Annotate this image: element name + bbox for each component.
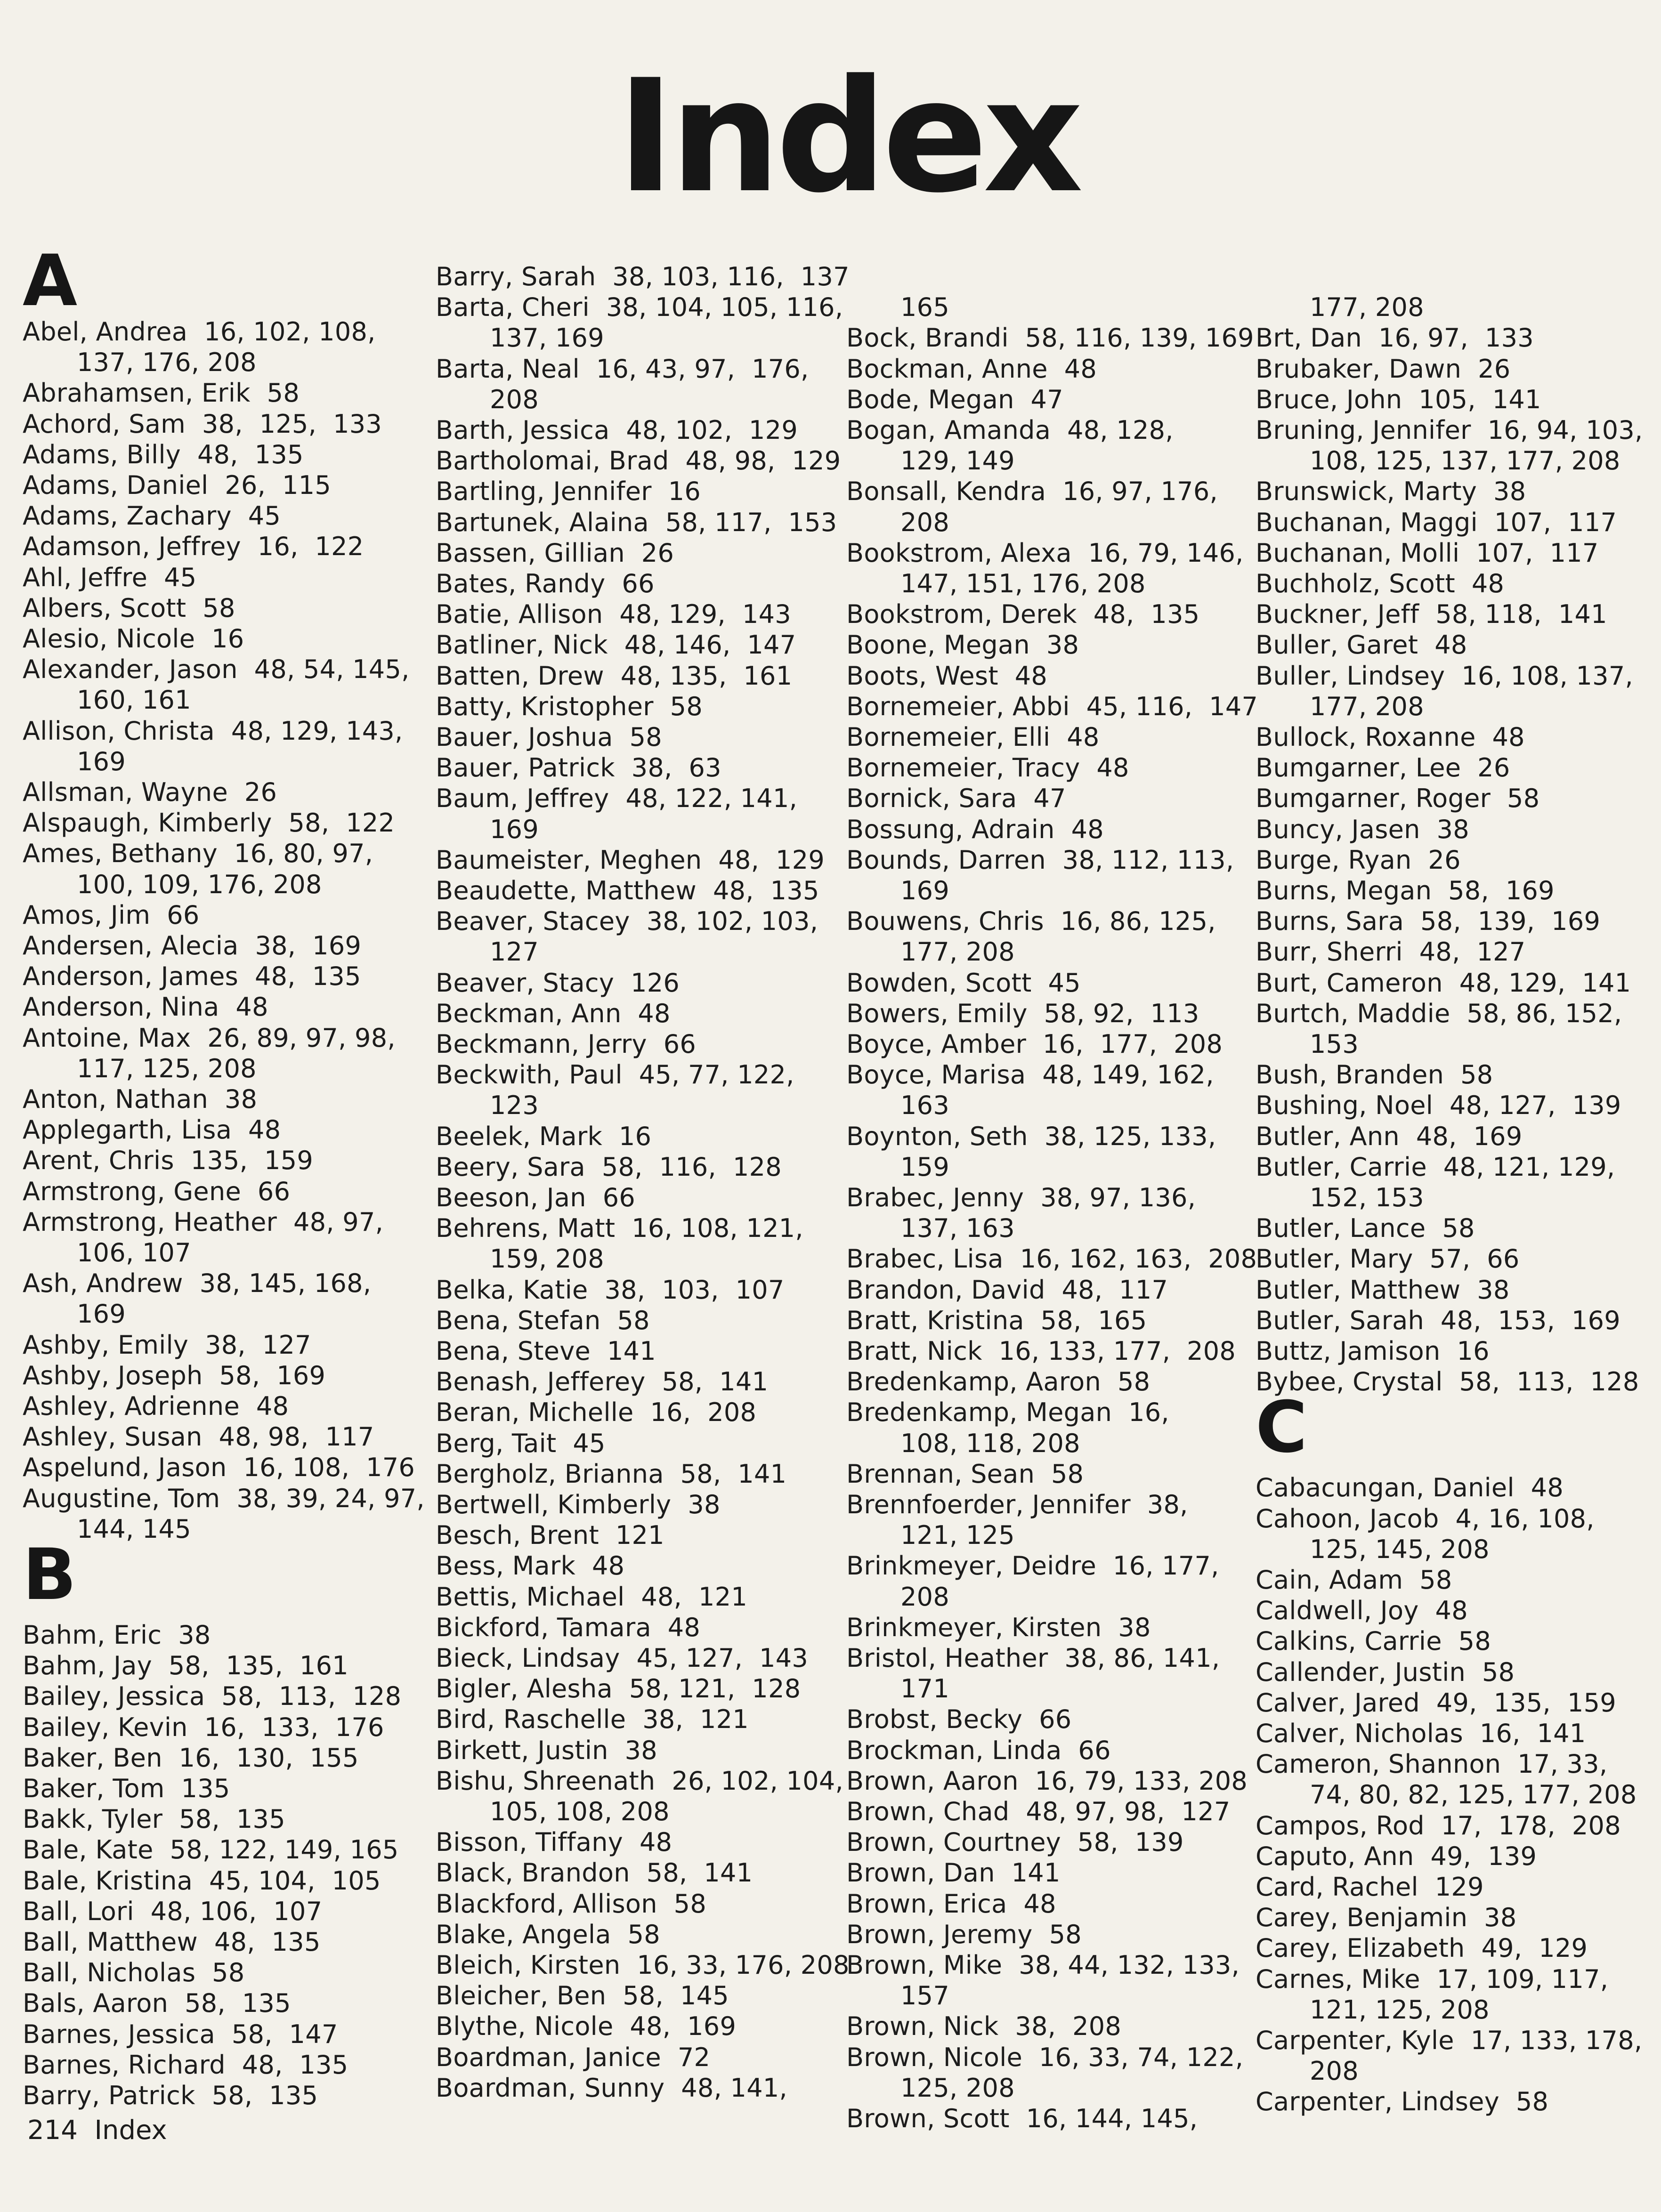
index-entry: Ames, Bethany 16, 80, 97,: [23, 839, 373, 869]
index-entry: Beelek, Mark 16: [436, 1121, 652, 1151]
index-entry: Butler, Carrie 48, 121, 129,: [1256, 1152, 1615, 1182]
index-entry: Ashley, Adrienne 48: [23, 1391, 289, 1421]
index-entry: Armstrong, Gene 66: [23, 1176, 291, 1206]
index-entry: Buncy, Jasen 38: [1256, 814, 1469, 844]
index-entry: Barnes, Jessica 58, 147: [23, 2019, 338, 2049]
index-entry: Beckwith, Paul 45, 77, 122,: [436, 1060, 794, 1090]
index-entry: Ball, Lori 48, 106, 107: [23, 1896, 323, 1926]
index-entry-continuation: 169: [490, 814, 539, 844]
index-entry: Bristol, Heather 38, 86, 141,: [846, 1643, 1220, 1673]
page-footer: [27, 2114, 167, 2147]
index-entry-continuation: 171: [900, 1674, 949, 1704]
index-entry: Buller, Lindsey 16, 108, 137,: [1256, 661, 1633, 691]
index-entry: Beeson, Jan 66: [436, 1183, 636, 1212]
index-entry-continuation: 117, 125, 208: [77, 1053, 257, 1083]
index-entry: Bauer, Joshua 58: [436, 722, 662, 752]
index-entry: Boyce, Amber 16, 177, 208: [846, 1029, 1223, 1059]
index-entry: Bumgarner, Roger 58: [1256, 783, 1540, 814]
index-entry-continuation: 169: [900, 876, 949, 905]
index-entry: Brown, Chad 48, 97, 98, 127: [846, 1797, 1231, 1826]
footer-label: Index: [94, 2115, 167, 2146]
index-entry-continuation: 137, 163: [900, 1213, 1015, 1243]
index-entry: Beckmann, Jerry 66: [436, 1029, 697, 1059]
index-entry: Bleich, Kirsten 16, 33, 176, 208: [436, 1950, 850, 1980]
index-entry: Caputo, Ann 49, 139: [1256, 1841, 1537, 1871]
index-entry-continuation: 177, 208: [1310, 292, 1424, 323]
index-entry: Calver, Nicholas 16, 141: [1256, 1719, 1586, 1748]
index-entry: Brabec, Lisa 16, 162, 163, 208: [846, 1244, 1257, 1274]
index-entry: Achord, Sam 38, 125, 133: [23, 409, 382, 439]
index-entry: Benash, Jefferey 58, 141: [436, 1367, 769, 1397]
section-letter-a: A: [23, 240, 78, 322]
index-entry: Brown, Dan 141: [846, 1858, 1061, 1888]
index-entry: Cabacungan, Daniel 48: [1256, 1473, 1564, 1503]
index-entry: Brunswick, Marty 38: [1256, 476, 1526, 507]
index-entry: Bess, Mark 48: [436, 1551, 625, 1581]
index-entry: Bals, Aaron 58, 135: [23, 1988, 291, 2018]
index-entry-continuation: 108, 125, 137, 177, 208: [1310, 446, 1620, 476]
index-entry-continuation: 121, 125: [900, 1520, 1015, 1550]
index-entry: Bratt, Nick 16, 133, 177, 208: [846, 1336, 1236, 1366]
index-entry: Bookstrom, Alexa 16, 79, 146,: [846, 538, 1244, 568]
index-entry-continuation: 153: [1310, 1029, 1359, 1059]
index-entry: Brown, Mike 38, 44, 132, 133,: [846, 1950, 1240, 1980]
index-entry-continuation: 125, 145, 208: [1310, 1534, 1490, 1564]
index-entry: Beckman, Ann 48: [436, 998, 671, 1028]
index-entry: Bena, Stefan 58: [436, 1305, 650, 1335]
index-entry-continuation: 147, 151, 176, 208: [900, 569, 1146, 598]
index-entry: Bahm, Jay 58, 135, 161: [23, 1651, 348, 1681]
index-entry: Cain, Adam 58: [1256, 1565, 1452, 1595]
index-entry: Baker, Tom 135: [23, 1774, 230, 1803]
index-entry: Barry, Sarah 38, 103, 116, 137: [436, 262, 850, 291]
index-entry: Buchholz, Scott 48: [1256, 569, 1505, 598]
index-entry-continuation: 177, 208: [1310, 691, 1424, 721]
index-entry: Barnes, Richard 48, 135: [23, 2050, 348, 2080]
index-entry: Ball, Nicholas 58: [23, 1958, 245, 1988]
index-entry: Brown, Nick 38, 208: [846, 2011, 1122, 2042]
index-entry: Boots, West 48: [846, 661, 1048, 691]
index-entry: Bisson, Tiffany 48: [436, 1827, 673, 1857]
index-entry: Ashby, Joseph 58, 169: [23, 1360, 326, 1390]
index-entry-continuation: 165: [900, 292, 949, 323]
index-entry: Bartholomai, Brad 48, 98, 129: [436, 446, 841, 476]
index-entry: Bale, Kate 58, 122, 149, 165: [23, 1835, 399, 1865]
page-title: Index: [616, 46, 1079, 227]
index-entry: Adams, Daniel 26, 115: [23, 470, 332, 500]
index-entry: Aspelund, Jason 16, 108, 176: [23, 1453, 415, 1483]
index-entry: Calver, Jared 49, 135, 159: [1256, 1687, 1616, 1718]
index-entry: Burt, Cameron 48, 129, 141: [1256, 968, 1631, 998]
index-entry: Bogan, Amanda 48, 128,: [846, 415, 1174, 445]
index-entry: Bieck, Lindsay 45, 127, 143: [436, 1643, 809, 1673]
index-entry: Besch, Brent 121: [436, 1520, 664, 1550]
index-entry-continuation: 144, 145: [77, 1514, 191, 1544]
index-entry: Boardman, Sunny 48, 141,: [436, 2073, 787, 2103]
index-entry: Bounds, Darren 38, 112, 113,: [846, 845, 1234, 875]
index-entry: Bettis, Michael 48, 121: [436, 1582, 748, 1612]
index-entry: Bornick, Sara 47: [846, 783, 1066, 814]
index-entry: Butler, Mary 57, 66: [1256, 1244, 1520, 1274]
index-entry: Buchanan, Maggi 107, 117: [1256, 507, 1617, 537]
index-entry: Carey, Benjamin 38: [1256, 1903, 1517, 1933]
index-entry: Bushing, Noel 48, 127, 139: [1256, 1090, 1621, 1121]
index-entry: Blythe, Nicole 48, 169: [436, 2011, 737, 2042]
index-entry: Blackford, Allison 58: [436, 1889, 706, 1919]
index-entry: Bailey, Jessica 58, 113, 128: [23, 1681, 402, 1711]
index-entry-continuation: 125, 208: [900, 2073, 1015, 2103]
index-entry: Bickford, Tamara 48: [436, 1612, 701, 1642]
index-entry: Bailey, Kevin 16, 133, 176: [23, 1712, 384, 1742]
index-entry: Berg, Tait 45: [436, 1428, 606, 1458]
index-entry-continuation: 137, 169: [490, 323, 604, 353]
index-entry: Burns, Megan 58, 169: [1256, 876, 1555, 905]
index-entry: Albers, Scott 58: [23, 593, 235, 623]
index-entry: Alspaugh, Kimberly 58, 122: [23, 808, 395, 838]
index-entry: Amos, Jim 66: [23, 900, 200, 930]
index-entry: Armstrong, Heather 48, 97,: [23, 1207, 384, 1237]
index-entry: Bahm, Eric 38: [23, 1620, 211, 1650]
index-entry: Bornemeier, Elli 48: [846, 722, 1100, 752]
index-entry: Beaver, Stacy 126: [436, 968, 680, 998]
index-entry: Butler, Lance 58: [1256, 1213, 1475, 1243]
index-entry: Adamson, Jeffrey 16, 122: [23, 532, 364, 562]
index-entry: Bullock, Roxanne 48: [1256, 722, 1525, 752]
index-entry: Behrens, Matt 16, 108, 121,: [436, 1213, 803, 1243]
index-entry: Brobst, Becky 66: [846, 1704, 1072, 1735]
index-entry: Belka, Katie 38, 103, 107: [436, 1275, 785, 1305]
index-entry-continuation: 129, 149: [900, 446, 1015, 476]
index-entry: Carey, Elizabeth 49, 129: [1256, 1933, 1588, 1963]
index-entry: Carnes, Mike 17, 109, 117,: [1256, 1964, 1609, 1994]
index-entry: Carpenter, Lindsey 58: [1256, 2087, 1549, 2117]
index-entry-continuation: 105, 108, 208: [490, 1797, 670, 1826]
index-entry-continuation: 160, 161: [77, 685, 191, 715]
index-entry: Ahl, Jeffre 45: [23, 562, 197, 592]
index-entry-continuation: 169: [77, 1299, 126, 1329]
index-entry-continuation: 108, 118, 208: [900, 1428, 1080, 1458]
index-entry: Brown, Courtney 58, 139: [846, 1827, 1184, 1857]
index-entry-continuation: 159, 208: [490, 1244, 604, 1274]
index-entry-continuation: 163: [900, 1090, 949, 1121]
page-number: 214: [27, 2115, 78, 2146]
index-entry: Allsman, Wayne 26: [23, 777, 277, 807]
index-entry: Bredenkamp, Aaron 58: [846, 1367, 1151, 1397]
index-entry: Bowden, Scott 45: [846, 968, 1081, 998]
index-entry: Bush, Branden 58: [1256, 1060, 1493, 1090]
index-entry: Antoine, Max 26, 89, 97, 98,: [23, 1023, 396, 1053]
index-entry: Abel, Andrea 16, 102, 108,: [23, 317, 376, 347]
index-entry-continuation: 100, 109, 176, 208: [77, 869, 322, 899]
index-entry: Brennfoerder, Jennifer 38,: [846, 1490, 1188, 1519]
index-entry: Bertwell, Kimberly 38: [436, 1490, 721, 1519]
index-entry: Brabec, Jenny 38, 97, 136,: [846, 1183, 1196, 1212]
index-entry: Bruce, John 105, 141: [1256, 384, 1541, 414]
index-entry-continuation: 208: [900, 507, 949, 537]
index-entry: Buchanan, Molli 107, 117: [1256, 538, 1599, 568]
index-entry: Ash, Andrew 38, 145, 168,: [23, 1268, 372, 1299]
index-entry: Bowers, Emily 58, 92, 113: [846, 998, 1199, 1028]
index-entry: Boardman, Janice 72: [436, 2042, 711, 2072]
index-entry: Ashby, Emily 38, 127: [23, 1330, 311, 1360]
index-entry: Bruning, Jennifer 16, 94, 103,: [1256, 415, 1643, 445]
index-entry: Bale, Kristina 45, 104, 105: [23, 1865, 381, 1896]
index-entry: Barta, Neal 16, 43, 97, 176,: [436, 354, 809, 384]
index-entry: Brown, Nicole 16, 33, 74, 122,: [846, 2042, 1244, 2072]
index-entry: Burge, Ryan 26: [1256, 845, 1461, 875]
index-entry: Bornemeier, Tracy 48: [846, 753, 1129, 783]
index-entry: Bossung, Adrain 48: [846, 814, 1104, 844]
index-entry: Baumeister, Meghen 48, 129: [436, 845, 825, 875]
index-entry: Brown, Scott 16, 144, 145,: [846, 2104, 1198, 2133]
index-entry: Buller, Garet 48: [1256, 630, 1467, 660]
index-entry: Bartling, Jennifer 16: [436, 476, 701, 507]
index-entry: Calkins, Carrie 58: [1256, 1626, 1491, 1656]
index-entry: Buttz, Jamison 16: [1256, 1336, 1490, 1366]
index-entry: Brennan, Sean 58: [846, 1459, 1084, 1489]
index-entry: Brockman, Linda 66: [846, 1735, 1111, 1765]
index-entry: Burr, Sherri 48, 127: [1256, 937, 1526, 967]
index-entry-continuation: 159: [900, 1152, 949, 1182]
index-entry: Barth, Jessica 48, 102, 129: [436, 415, 798, 445]
index-entry: Baum, Jeffrey 48, 122, 141,: [436, 783, 798, 814]
index-entry-continuation: 137, 176, 208: [77, 347, 257, 378]
index-entry-continuation: 121, 125, 208: [1310, 1994, 1490, 2025]
index-entry: Bonsall, Kendra 16, 97, 176,: [846, 476, 1218, 507]
index-entry: Bakk, Tyler 58, 135: [23, 1804, 285, 1834]
index-entry: Brown, Jeremy 58: [846, 1919, 1082, 1949]
index-entry: Batliner, Nick 48, 146, 147: [436, 630, 796, 660]
index-entry: Cahoon, Jacob 4, 16, 108,: [1256, 1503, 1595, 1534]
index-entry: Bumgarner, Lee 26: [1256, 753, 1510, 783]
index-entry: Boynton, Seth 38, 125, 133,: [846, 1121, 1216, 1151]
index-entry: Bredenkamp, Megan 16,: [846, 1397, 1169, 1428]
index-entry: Arent, Chris 135, 159: [23, 1146, 314, 1176]
index-entry: Ashley, Susan 48, 98, 117: [23, 1422, 374, 1452]
index-entry-continuation: 127: [490, 937, 539, 967]
index-entry: Bird, Raschelle 38, 121: [436, 1704, 749, 1735]
index-entry: Andersen, Alecia 38, 169: [23, 931, 362, 961]
index-entry: Allison, Christa 48, 129, 143,: [23, 716, 403, 746]
index-entry: Adams, Zachary 45: [23, 501, 281, 531]
index-entry: Bybee, Crystal 58, 113, 128: [1256, 1367, 1639, 1397]
index-entry: Carpenter, Kyle 17, 133, 178,: [1256, 2026, 1643, 2055]
index-entry: Boone, Megan 38: [846, 630, 1079, 660]
index-entry: Barta, Cheri 38, 104, 105, 116,: [436, 292, 843, 323]
index-entry: Batie, Allison 48, 129, 143: [436, 599, 791, 630]
index-entry-continuation: 208: [900, 1582, 949, 1612]
index-entry-continuation: 106, 107: [77, 1238, 191, 1267]
index-entry: Anderson, James 48, 135: [23, 961, 361, 992]
index-entry: Caldwell, Joy 48: [1256, 1596, 1468, 1626]
index-entry: Campos, Rod 17, 178, 208: [1256, 1810, 1621, 1841]
index-entry-continuation: 123: [490, 1090, 539, 1121]
index-entry: Brinkmeyer, Kirsten 38: [846, 1612, 1151, 1642]
section-letter-c: C: [1256, 1387, 1308, 1469]
index-entry: Brubaker, Dawn 26: [1256, 354, 1511, 384]
index-entry-continuation: 169: [77, 746, 126, 776]
index-entry: Alesio, Nicole 16: [23, 624, 244, 654]
index-entry-continuation: 152, 153: [1310, 1183, 1424, 1212]
index-entry: Augustine, Tom 38, 39, 24, 97,: [23, 1483, 425, 1513]
index-entry-continuation: 208: [490, 384, 539, 414]
index-entry: Bratt, Kristina 58, 165: [846, 1305, 1147, 1335]
index-entry: Baker, Ben 16, 130, 155: [23, 1743, 359, 1773]
index-entry: Callender, Justin 58: [1256, 1657, 1515, 1687]
index-entry-continuation: 208: [1310, 2056, 1359, 2086]
index-entry: Burns, Sara 58, 139, 169: [1256, 906, 1601, 936]
index-entry: Bock, Brandi 58, 116, 139, 169: [846, 323, 1254, 353]
index-entry: Anton, Nathan 38: [23, 1084, 258, 1114]
index-entry: Bleicher, Ben 58, 145: [436, 1981, 729, 2011]
index-entry: Adams, Billy 48, 135: [23, 439, 304, 469]
section-letter-b: B: [23, 1534, 77, 1616]
index-entry-continuation: 177, 208: [900, 937, 1015, 967]
index-entry: Batty, Kristopher 58: [436, 691, 703, 721]
index-entry: Butler, Ann 48, 169: [1256, 1121, 1523, 1151]
index-entry: Black, Brandon 58, 141: [436, 1858, 753, 1888]
index-entry: Beery, Sara 58, 116, 128: [436, 1152, 782, 1182]
index-entry: Applegarth, Lisa 48: [23, 1115, 281, 1145]
index-entry: Beaudette, Matthew 48, 135: [436, 876, 819, 905]
index-entry: Bergholz, Brianna 58, 141: [436, 1459, 787, 1489]
index-entry: Butler, Matthew 38: [1256, 1275, 1510, 1305]
index-entry: Beran, Michelle 16, 208: [436, 1397, 757, 1428]
index-entry: Bookstrom, Derek 48, 135: [846, 599, 1200, 630]
index-entry: Brown, Erica 48: [846, 1889, 1056, 1919]
index-entry: Bouwens, Chris 16, 86, 125,: [846, 906, 1216, 936]
index-entry: Bartunek, Alaina 58, 117, 153: [436, 507, 837, 537]
index-entry: Brown, Aaron 16, 79, 133, 208: [846, 1766, 1248, 1796]
index-entry: Cameron, Shannon 17, 33,: [1256, 1749, 1608, 1779]
index-entry-continuation: 157: [900, 1981, 949, 2011]
index-entry: Bassen, Gillian 26: [436, 538, 674, 568]
index-entry: Birkett, Justin 38: [436, 1735, 657, 1765]
index-entry: Barry, Patrick 58, 135: [23, 2081, 318, 2110]
index-entry: Burtch, Maddie 58, 86, 152,: [1256, 998, 1622, 1028]
index-entry: Blake, Angela 58: [436, 1919, 660, 1949]
index-entry-continuation: 74, 80, 82, 125, 177, 208: [1310, 1780, 1637, 1810]
index-entry: Butler, Sarah 48, 153, 169: [1256, 1305, 1620, 1335]
index-entry: Ball, Matthew 48, 135: [23, 1927, 321, 1957]
index-entry: Batten, Drew 48, 135, 161: [436, 661, 793, 691]
index-entry: Brinkmeyer, Deidre 16, 177,: [846, 1551, 1219, 1581]
index-entry: Bates, Randy 66: [436, 569, 655, 598]
index-entry: Bauer, Patrick 38, 63: [436, 753, 721, 783]
index-entry: Bornemeier, Abbi 45, 116, 147: [846, 691, 1258, 721]
index-entry: Brandon, David 48, 117: [846, 1275, 1168, 1305]
index-entry: Anderson, Nina 48: [23, 992, 268, 1022]
index-entry: Bishu, Shreenath 26, 102, 104,: [436, 1766, 843, 1796]
index-entry: Bigler, Alesha 58, 121, 128: [436, 1674, 801, 1704]
index-entry: Buckner, Jeff 58, 118, 141: [1256, 599, 1607, 630]
index-entry: Beaver, Stacey 38, 102, 103,: [436, 906, 818, 936]
index-entry: Brt, Dan 16, 97, 133: [1256, 323, 1534, 353]
index-entry: Card, Rachel 129: [1256, 1872, 1484, 1902]
index-entry: Bockman, Anne 48: [846, 354, 1097, 384]
index-entry: Alexander, Jason 48, 54, 145,: [23, 654, 410, 685]
index-entry: Bena, Steve 141: [436, 1336, 656, 1366]
index-entry: Bode, Megan 47: [846, 384, 1063, 414]
index-entry: Boyce, Marisa 48, 149, 162,: [846, 1060, 1214, 1090]
index-entry: Abrahamsen, Erik 58: [23, 378, 300, 408]
